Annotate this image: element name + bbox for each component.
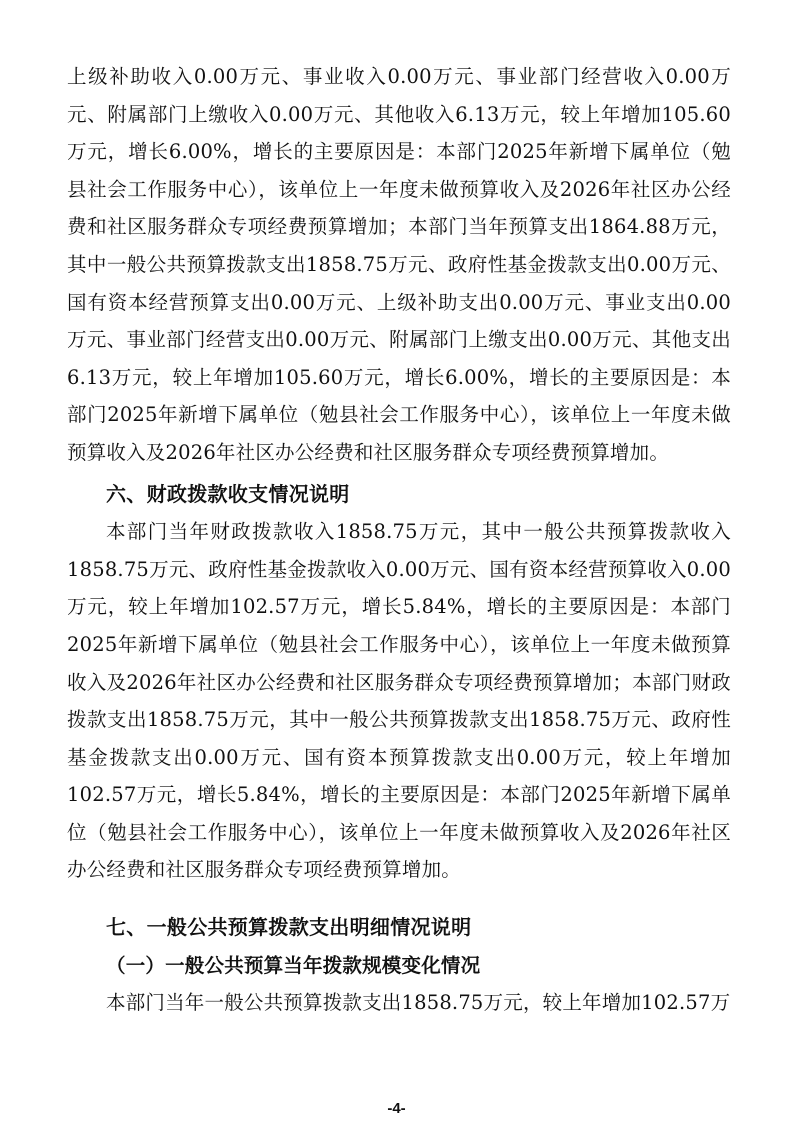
section-6-paragraph: 本部门当年财政拨款收入1858.75万元，其中一般公共预算拨款收入1858.75万元、政府性基金拨款收入0.00万元、国有资本经营预算收入0.00万元，较上年增加102.57万元，增长5.84%，增长的主要原因是：本部门2025年新增下属单位（勉县社会工作服务中心），该单位上一年度未做预算收入及2026年社区办公经费和社区服务群众专项经费预算增加；本部门财政拨款支出1858.75万元，其中一般公共预算拨款支出1858.75万元、政府性基金拨款支出0.00万元、国有资本预算拨款支出0.00万元，较上年增加102.57万元，增长5.84%，增长的主要原因是：本部门2025年新增下属单位（勉县社会工作服务中心），该单位上一年度未做预算收入及2026年社区办公经费和社区服务群众专项经费预算增加。 xyxy=(67,520,731,882)
section-6-heading: 六、财政拨款收支情况说明 xyxy=(106,481,350,506)
section-7-subheading: （一）一般公共预算当年拨款规模变化情况 xyxy=(106,953,481,977)
page-number: -4- xyxy=(387,1100,406,1117)
section-7-paragraph: 本部门当年一般公共预算拨款支出1858.75万元，较上年增加102.57万 xyxy=(106,991,731,1015)
continued-paragraph: 上级补助收入0.00万元、事业收入0.00万元、事业部门经营收入0.00万元、附属部门上缴收入0.00万元、其他收入6.13万元，较上年增加105.60万元，增长6.00%，增长的主要原因是：本部门2025年新增下属单位（勉县社会工作服务中心），该单位上一年度未做预算收入及2026年社区办公经费和社区服务群众专项经费预算增加；本部门当年预算支出1864.88万元，其中一般公共预算拨款支出1858.75万元、政府性基金拨款支出0.00万元、国有资本经营预算支出0.00万元、上级补助支出0.00万元、事业支出0.00万元、事业部门经营支出0.00万元、附属部门上缴支出0.00万元、其他支出6.13万元，较上年增加105.60万元，增长6.00%，增长的主要原因是：本部门2025年新增下属单位（勉县社会工作服务中心），该单位上一年度未做预算收入及2026年社区办公经费和社区服务群众专项经费预算增加。 xyxy=(67,65,731,464)
document-page xyxy=(67,58,731,1022)
section-7-heading: 七、一般公共预算拨款支出明细情况说明 xyxy=(106,915,472,940)
